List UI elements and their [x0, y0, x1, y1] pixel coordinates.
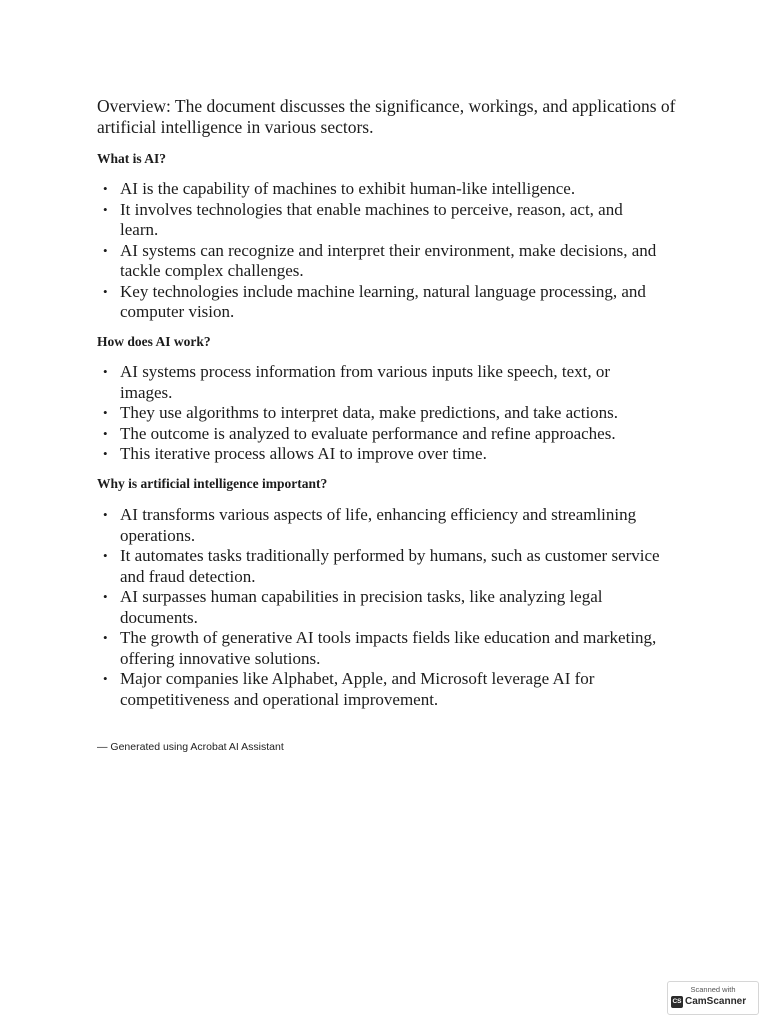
section-heading-why-ai-important: Why is artificial intelligence important? [97, 476, 328, 491]
bullet-dot: • [103, 446, 108, 461]
section-heading-how-ai-works: How does AI work? [97, 334, 211, 349]
bullet-text: AI surpasses human capabilities in precision tasks, like analyzing legal documents. [120, 587, 603, 627]
bullet-list-how-ai-works [103, 362, 663, 465]
bullet-dot: • [103, 283, 108, 299]
overview-paragraph: Overview: The document discusses the significance, workings, and applications of artificial intelligence in various sectors. [97, 96, 676, 137]
bullet-item [103, 282, 663, 323]
bullet-list-why-ai-important [103, 505, 663, 710]
bullet-text: They use algorithms to interpret data, make predictions, and take actions. [120, 403, 619, 422]
bullet-text: It automates tasks traditionally performed by humans, such as customer service and fraud detection. [120, 546, 660, 586]
bullet-text: The growth of generative AI tools impacts fields like education and marketing, offering innovative solutions. [120, 628, 657, 668]
bullet-text: AI systems can recognize and interpret their environment, make decisions, and tackle complex challenges. [120, 240, 657, 280]
bullet-item [103, 241, 663, 282]
bullet-text: This iterative process allows AI to improve over time. [120, 444, 487, 463]
bullet-item [103, 424, 663, 445]
bullet-item [103, 200, 663, 241]
bullet-dot: • [103, 630, 108, 645]
bullet-item [103, 444, 663, 465]
bullet-dot: • [103, 548, 108, 563]
bullet-item [103, 587, 663, 628]
bullet-text: AI is the capability of machines to exhibit human-like intelligence. [120, 179, 576, 198]
bullet-text: It involves technologies that enable machines to perceive, reason, act, and learn. [120, 199, 623, 239]
camscanner-brand: CamScanner [685, 996, 747, 1007]
bullet-list-what-is-ai [103, 179, 663, 323]
generated-by-note: — Generated using Acrobat AI Assistant [97, 741, 284, 753]
bullet-dot: • [103, 671, 108, 686]
bullet-dot: • [103, 364, 108, 379]
bullet-item [103, 403, 663, 424]
bullet-item [103, 546, 663, 587]
bullet-item [103, 628, 663, 669]
bullet-text: AI systems process information from various inputs like speech, text, or images. [120, 362, 611, 402]
camscanner-logo-icon: CS [671, 996, 683, 1008]
bullet-dot: • [103, 507, 108, 522]
bullet-text: The outcome is analyzed to evaluate performance and refine approaches. [120, 423, 616, 443]
bullet-dot: • [103, 181, 108, 196]
bullet-text: AI transforms various aspects of life, enhancing efficiency and streamlining operations. [120, 505, 637, 545]
bullet-item [103, 669, 663, 710]
scanned-with-caption: Scanned with [690, 985, 736, 994]
bullet-dot: • [103, 242, 108, 258]
bullet-item [103, 179, 663, 200]
bullet-item [103, 362, 663, 403]
bullet-dot: • [103, 425, 108, 441]
bullet-text: Major companies like Alphabet, Apple, and Microsoft leverage AI for competitiveness and operational improvement. [120, 669, 595, 709]
bullet-text: Key technologies include machine learning, natural language processing, and computer vision. [120, 281, 646, 321]
bullet-dot: • [103, 589, 108, 604]
camscanner-watermark [667, 981, 759, 1015]
bullet-item [103, 505, 663, 546]
bullet-dot: • [103, 201, 108, 217]
bullet-dot: • [103, 405, 108, 420]
section-heading-what-is-ai: What is AI? [97, 151, 167, 166]
